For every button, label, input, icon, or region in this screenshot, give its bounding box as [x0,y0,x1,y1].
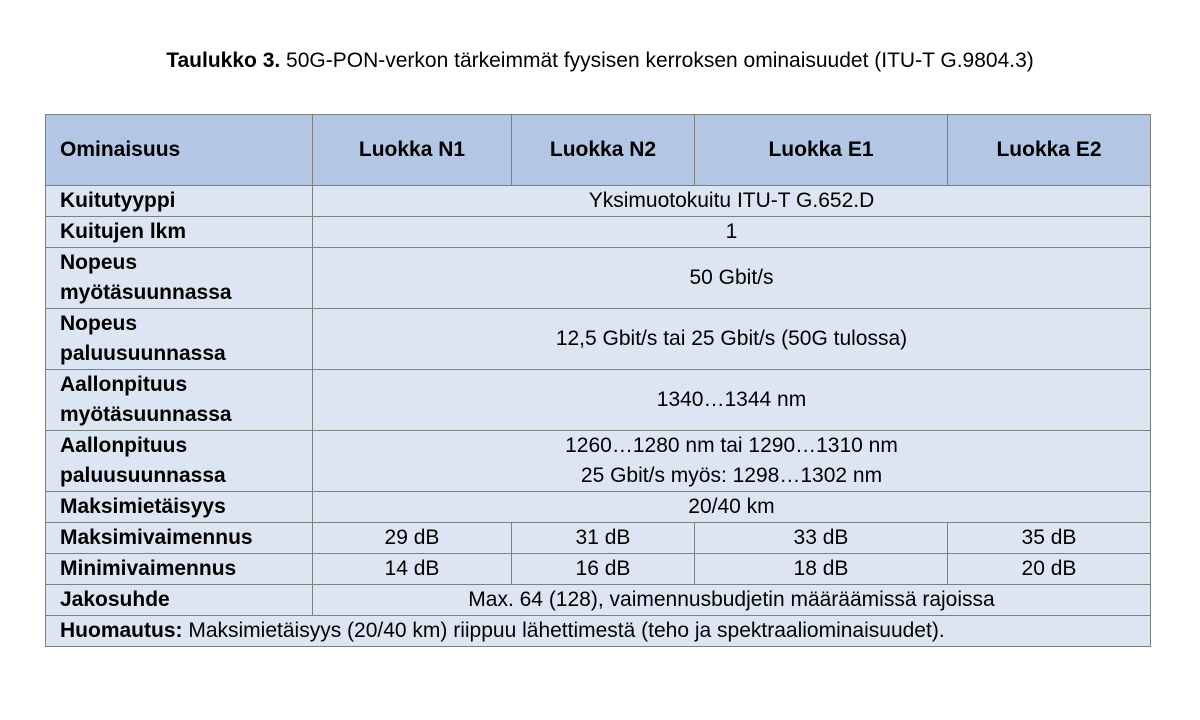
cell-minimivaimennus-e2: 20 dB [948,554,1151,585]
header-luokka-n1: Luokka N1 [313,115,512,186]
cell-maksimivaimennus-n1: 29 dB [313,523,512,554]
row-value-line: 25 Gbit/s myös: 1298…1302 nm [580,464,883,487]
cell-minimivaimennus-n1: 14 dB [313,554,512,585]
table-row [46,523,1151,554]
table-caption [0,48,1200,74]
row-value-aallonpituus-myotasuunnassa: 1340…1344 nm [313,370,1151,431]
table-row [46,554,1151,585]
table-row [46,370,1151,431]
note-label: Huomautus: [60,619,183,642]
table-row [46,186,1151,217]
row-label-line: paluusuunnassa [60,464,226,487]
row-label-line: myötäsuunnassa [60,281,232,304]
row-value-kuitutyyppi: Yksimuotokuitu ITU-T G.652.D [313,186,1151,217]
cell-maksimivaimennus-e1: 33 dB [695,523,948,554]
table-row [46,248,1151,309]
note-text: Maksimietäisyys (20/40 km) riippuu lähettimestä (teho ja spektraaliominaisuudet). [182,619,945,642]
header-luokka-n2: Luokka N2 [512,115,695,186]
header-ominaisuus: Ominaisuus [46,115,313,186]
cell-maksimivaimennus-e2: 35 dB [948,523,1151,554]
cell-minimivaimennus-e1: 18 dB [695,554,948,585]
row-value-kuitujen-lkm: 1 [313,217,1151,248]
table-row [46,217,1151,248]
row-label-kuitujen-lkm: Kuitujen lkm [46,217,313,248]
table-row [46,585,1151,616]
table-row [46,309,1151,370]
row-label-minimivaimennus: Minimivaimennus [46,554,313,585]
row-label-line: myötäsuunnassa [60,403,232,426]
row-label-line: Nopeus [60,312,138,335]
table-note-row [46,616,1151,647]
table-header-row [46,115,1151,186]
row-label-nopeus-paluusuunnassa [46,309,313,370]
cell-maksimivaimennus-n2: 31 dB [512,523,695,554]
row-label-maksimietaisyys: Maksimietäisyys [46,492,313,523]
row-label-maksimivaimennus: Maksimivaimennus [46,523,313,554]
row-value-nopeus-paluusuunnassa: 12,5 Gbit/s tai 25 Gbit/s (50G tulossa) [313,309,1151,370]
table-note [46,616,1151,647]
cell-minimivaimennus-n2: 16 dB [512,554,695,585]
row-label-aallonpituus-paluusuunnassa [46,431,313,492]
caption-text: 50G-PON-verkon tärkeimmät fyysisen kerroksen ominaisuudet (ITU-T G.9804.3) [280,49,1034,72]
properties-table [45,114,1151,647]
row-label-nopeus-myotasuunnassa [46,248,313,309]
row-value-jakosuhde: Max. 64 (128), vaimennusbudjetin määräämissä rajoissa [313,585,1151,616]
header-luokka-e1: Luokka E1 [695,115,948,186]
row-value-maksimietaisyys: 20/40 km [313,492,1151,523]
row-label-line: Aallonpituus [60,434,188,457]
row-value-aallonpituus-paluusuunnassa [313,431,1151,492]
row-label-kuitutyyppi: Kuitutyyppi [46,186,313,217]
row-label-aallonpituus-myotasuunnassa [46,370,313,431]
header-luokka-e2: Luokka E2 [948,115,1151,186]
row-label-line: Nopeus [60,251,138,274]
table-row [46,431,1151,492]
row-label-line: paluusuunnassa [60,342,226,365]
table-row [46,492,1151,523]
row-value-line: 1260…1280 nm tai 1290…1310 nm [565,434,898,457]
row-label-jakosuhde: Jakosuhde [46,585,313,616]
row-value-nopeus-myotasuunnassa: 50 Gbit/s [313,248,1151,309]
row-label-line: Aallonpituus [60,373,188,396]
caption-label: Taulukko 3. [166,49,281,72]
